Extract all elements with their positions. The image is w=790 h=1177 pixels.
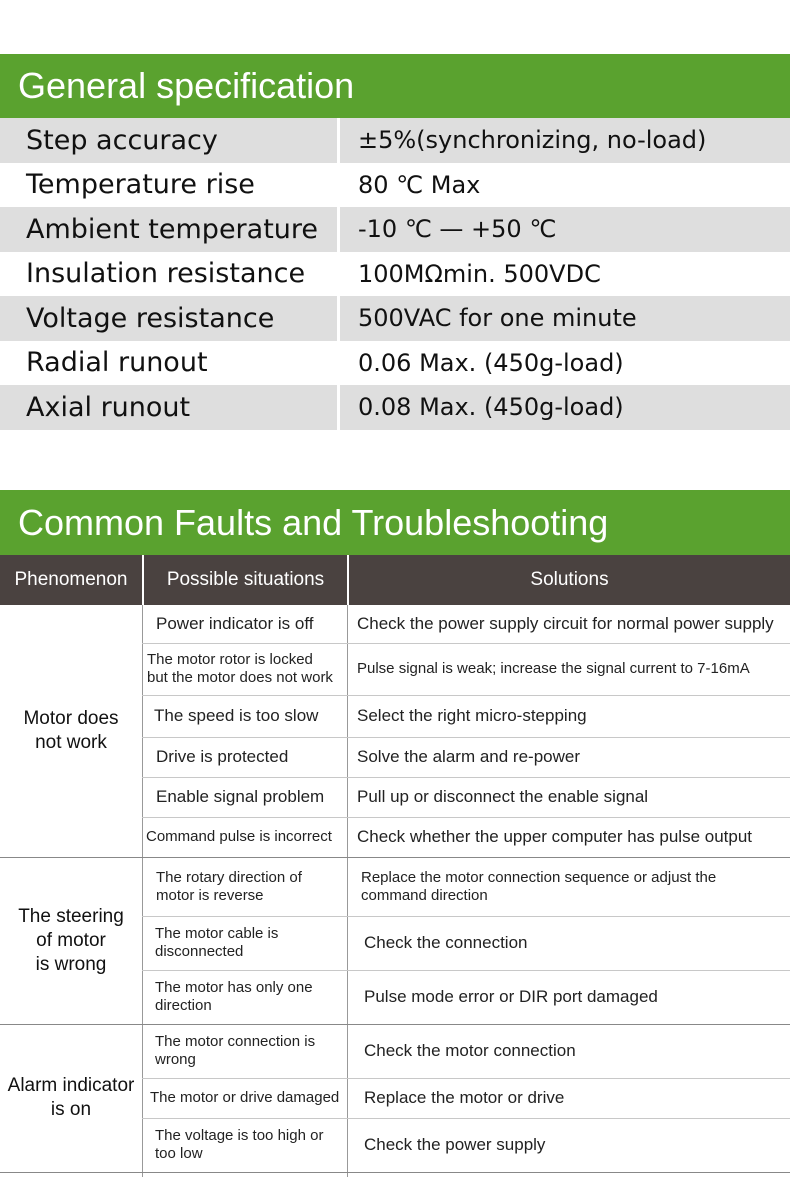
solution-cell: Select the right micro-stepping	[357, 706, 587, 725]
situation-cell: The motor has only one direction	[155, 979, 313, 1014]
solution-cell: Pulse signal is weak; increase the signal current to 7-16mA	[357, 660, 750, 677]
header-phenomenon: Phenomenon	[0, 555, 142, 605]
solution-cell: Check the power supply	[364, 1135, 546, 1154]
spec-value: ±5%(synchronizing, no-load)	[340, 118, 790, 163]
faults-table	[0, 555, 790, 1177]
spec-row	[0, 252, 790, 297]
spec-section-title: General specification	[0, 54, 790, 118]
column-divider	[142, 605, 143, 1177]
phenomenon-cell: The steering of motor is wrong	[18, 905, 124, 975]
spec-name: Temperature rise	[26, 169, 255, 201]
header-solutions: Solutions	[348, 555, 790, 605]
situation-cell: The voltage is too high or too low	[155, 1127, 324, 1162]
spec-row	[0, 207, 790, 252]
spec-row	[0, 385, 790, 430]
situation-cell: Enable signal problem	[156, 787, 325, 806]
solution-cell: Check whether the upper computer has pulse output	[357, 827, 753, 846]
situation-cell: Power indicator is off	[156, 614, 314, 633]
spec-row	[0, 296, 790, 341]
situation-cell: The speed is too slow	[154, 706, 319, 725]
phenomenon-cell: Alarm indicator is on	[7, 1075, 135, 1120]
spec-value: 100MΩmin. 500VDC	[358, 259, 601, 288]
spec-row	[0, 118, 790, 163]
situation-cell: The motor connection is wrong	[155, 1033, 316, 1068]
spec-name: Voltage resistance	[0, 296, 337, 341]
header-situations: Possible situations	[143, 555, 347, 605]
faults-section-title: Common Faults and Troubleshooting	[0, 490, 790, 555]
situation-cell: The motor or drive damaged	[150, 1089, 340, 1106]
solution-cell: Check the power supply circuit for normal power supply	[357, 614, 774, 633]
spec-table	[0, 118, 790, 430]
spec-name: Ambient temperature	[0, 207, 337, 252]
spec-value: 80 ℃ Max	[358, 170, 481, 199]
solution-cell: Pulse mode error or DIR port damaged	[364, 987, 658, 1006]
spec-value: 0.06 Max. (450g-load)	[358, 348, 624, 377]
group-divider	[0, 1172, 790, 1173]
solution-cell: Check the motor connection	[364, 1041, 576, 1060]
spec-value: 500VAC for one minute	[340, 296, 790, 341]
spec-row	[0, 341, 790, 386]
situation-cell: The rotary direction of motor is reverse	[156, 868, 302, 904]
solution-cell: Replace the motor or drive	[364, 1088, 565, 1107]
situation-cell: Command pulse is incorrect	[146, 828, 332, 845]
spec-value: -10 ℃ — +50 ℃	[340, 207, 790, 252]
spec-name: Step accuracy	[0, 118, 337, 163]
solution-cell: Check the connection	[364, 933, 528, 952]
situation-cell: Drive is protected	[156, 747, 289, 766]
spec-name: Insulation resistance	[26, 258, 306, 290]
situation-cell: The motor rotor is locked but the motor does not work	[147, 651, 333, 686]
solution-cell: Pull up or disconnect the enable signal	[357, 787, 649, 806]
spec-name: Axial runout	[0, 385, 337, 430]
spec-row	[0, 163, 790, 208]
spec-name: Radial runout	[26, 347, 208, 379]
spec-value: 0.08 Max. (450g-load)	[340, 385, 790, 430]
situation-cell: The motor cable is disconnected	[155, 925, 279, 960]
phenomenon-cell: Motor does not work	[23, 708, 119, 753]
solution-cell: Solve the alarm and re-power	[357, 747, 581, 766]
solution-cell: Replace the motor connection sequence or adjust the command direction	[361, 868, 717, 904]
